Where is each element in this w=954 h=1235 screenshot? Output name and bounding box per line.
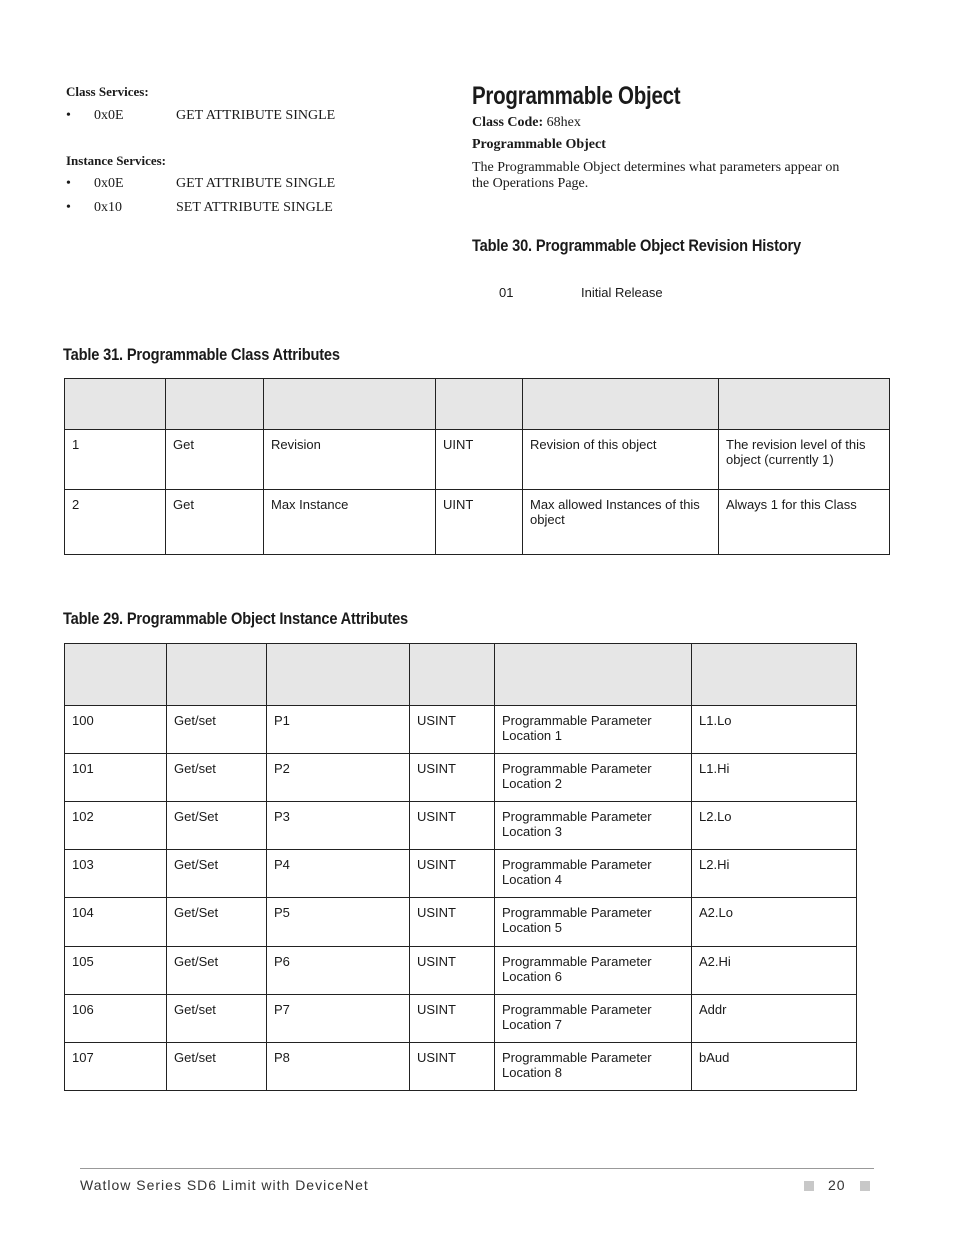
access-rule: Get/Set <box>167 850 267 898</box>
table-row <box>65 947 857 995</box>
page-title: Programmable Object <box>472 82 681 110</box>
table-row <box>65 706 857 754</box>
service-code: 0x10 <box>94 200 122 215</box>
attribute-name: P5 <box>267 898 410 947</box>
attribute-name: P8 <box>267 1043 410 1091</box>
header-cell <box>267 644 410 706</box>
table30-title: Table 30. Programmable Object Revision History <box>472 236 802 255</box>
attribute-description: Revision of this object <box>523 430 719 490</box>
access-rule: Get/set <box>167 706 267 754</box>
attribute-description: Programmable Parameter Location 5 <box>495 898 692 947</box>
header-cell <box>410 644 495 706</box>
table-row <box>65 995 857 1043</box>
parameter-value: A2.Lo <box>692 898 857 947</box>
revision-number: 01 <box>499 285 514 300</box>
instance-services-heading: Instance Services: <box>66 153 167 168</box>
attribute-id: 2 <box>65 490 166 555</box>
attribute-description: Programmable Parameter Location 8 <box>495 1043 692 1091</box>
footer-divider <box>80 1168 874 1169</box>
semantics: Always 1 for this Class <box>719 490 890 555</box>
data-type: USINT <box>410 898 495 947</box>
data-type: USINT <box>410 850 495 898</box>
class-code <box>472 115 581 131</box>
attribute-name: P3 <box>267 802 410 850</box>
footer-square-icon <box>804 1181 814 1191</box>
attribute-id: 104 <box>65 898 167 947</box>
service-code: 0x0E <box>94 108 124 123</box>
bullet: • <box>66 176 71 191</box>
attribute-description: Programmable Parameter Location 4 <box>495 850 692 898</box>
table-row <box>65 1043 857 1091</box>
header-cell <box>692 644 857 706</box>
attribute-id: 100 <box>65 706 167 754</box>
attribute-id: 105 <box>65 947 167 995</box>
data-type: USINT <box>410 802 495 850</box>
header-cell <box>436 379 523 430</box>
data-type: UINT <box>436 430 523 490</box>
parameter-value: L1.Hi <box>692 754 857 802</box>
access-rule: Get/Set <box>167 898 267 947</box>
parameter-value: A2.Hi <box>692 947 857 995</box>
access-rule: Get <box>166 490 264 555</box>
table-row <box>65 490 890 555</box>
table-header-row <box>65 379 890 430</box>
table-row <box>65 802 857 850</box>
data-type: USINT <box>410 706 495 754</box>
table-header-row <box>65 644 857 706</box>
class-services-heading: Class Services: <box>66 84 149 99</box>
class-service-item <box>66 108 426 126</box>
attribute-name: P1 <box>267 706 410 754</box>
attribute-name: Max Instance <box>264 490 436 555</box>
header-cell <box>167 644 267 706</box>
object-description: The Programmable Object determines what parameters appear on the Operations Page. <box>472 160 840 191</box>
attribute-name: P4 <box>267 850 410 898</box>
attribute-description: Max allowed Instances of this object <box>523 490 719 555</box>
header-cell <box>65 644 167 706</box>
access-rule: Get/set <box>167 754 267 802</box>
service-name: SET ATTRIBUTE SINGLE <box>176 200 333 215</box>
table-row <box>65 898 857 947</box>
attribute-name: P7 <box>267 995 410 1043</box>
bullet: • <box>66 108 71 123</box>
access-rule: Get/Set <box>167 802 267 850</box>
attribute-id: 1 <box>65 430 166 490</box>
service-name: GET ATTRIBUTE SINGLE <box>176 108 336 123</box>
instance-service-item <box>66 200 426 218</box>
attribute-name: P2 <box>267 754 410 802</box>
parameter-value: Addr <box>692 995 857 1043</box>
class-attributes-table <box>64 378 890 555</box>
parameter-value: L1.Lo <box>692 706 857 754</box>
header-cell <box>523 379 719 430</box>
header-cell <box>719 379 890 430</box>
attribute-description: Programmable Parameter Location 6 <box>495 947 692 995</box>
bullet: • <box>66 200 71 215</box>
parameter-value: L2.Lo <box>692 802 857 850</box>
attribute-description: Programmable Parameter Location 1 <box>495 706 692 754</box>
access-rule: Get/set <box>167 1043 267 1091</box>
data-type: USINT <box>410 754 495 802</box>
attribute-description: Programmable Parameter Location 2 <box>495 754 692 802</box>
header-cell <box>166 379 264 430</box>
object-subheading: Programmable Object <box>472 137 606 152</box>
attribute-description: Programmable Parameter Location 7 <box>495 995 692 1043</box>
table31-title: Table 31. Programmable Class Attributes <box>63 345 340 364</box>
header-cell <box>264 379 436 430</box>
table-row <box>65 754 857 802</box>
page-number: 20 <box>828 1177 846 1193</box>
data-type: UINT <box>436 490 523 555</box>
class-code-value: 68hex <box>543 115 581 130</box>
attribute-id: 102 <box>65 802 167 850</box>
table-row <box>65 430 890 490</box>
attribute-id: 101 <box>65 754 167 802</box>
service-name: GET ATTRIBUTE SINGLE <box>176 176 336 191</box>
footer-title: Watlow Series SD6 Limit with DeviceNet <box>80 1177 369 1193</box>
access-rule: Get/set <box>167 995 267 1043</box>
attribute-description: Programmable Parameter Location 3 <box>495 802 692 850</box>
table29-title: Table 29. Programmable Object Instance Attributes <box>63 609 408 628</box>
attribute-id: 103 <box>65 850 167 898</box>
data-type: USINT <box>410 1043 495 1091</box>
data-type: USINT <box>410 995 495 1043</box>
attribute-name: Revision <box>264 430 436 490</box>
service-code: 0x0E <box>94 176 124 191</box>
class-code-label: Class Code: <box>472 115 544 130</box>
parameter-value: bAud <box>692 1043 857 1091</box>
attribute-name: P6 <box>267 947 410 995</box>
instance-service-item <box>66 176 426 194</box>
header-cell <box>65 379 166 430</box>
attribute-id: 107 <box>65 1043 167 1091</box>
access-rule: Get/Set <box>167 947 267 995</box>
table-row <box>65 850 857 898</box>
footer-square-icon <box>860 1181 870 1191</box>
parameter-value: L2.Hi <box>692 850 857 898</box>
semantics: The revision level of this object (currently 1) <box>719 430 890 490</box>
access-rule: Get <box>166 430 264 490</box>
header-cell <box>495 644 692 706</box>
instance-attributes-table <box>64 643 857 1091</box>
attribute-id: 106 <box>65 995 167 1043</box>
data-type: USINT <box>410 947 495 995</box>
revision-description: Initial Release <box>581 285 663 300</box>
